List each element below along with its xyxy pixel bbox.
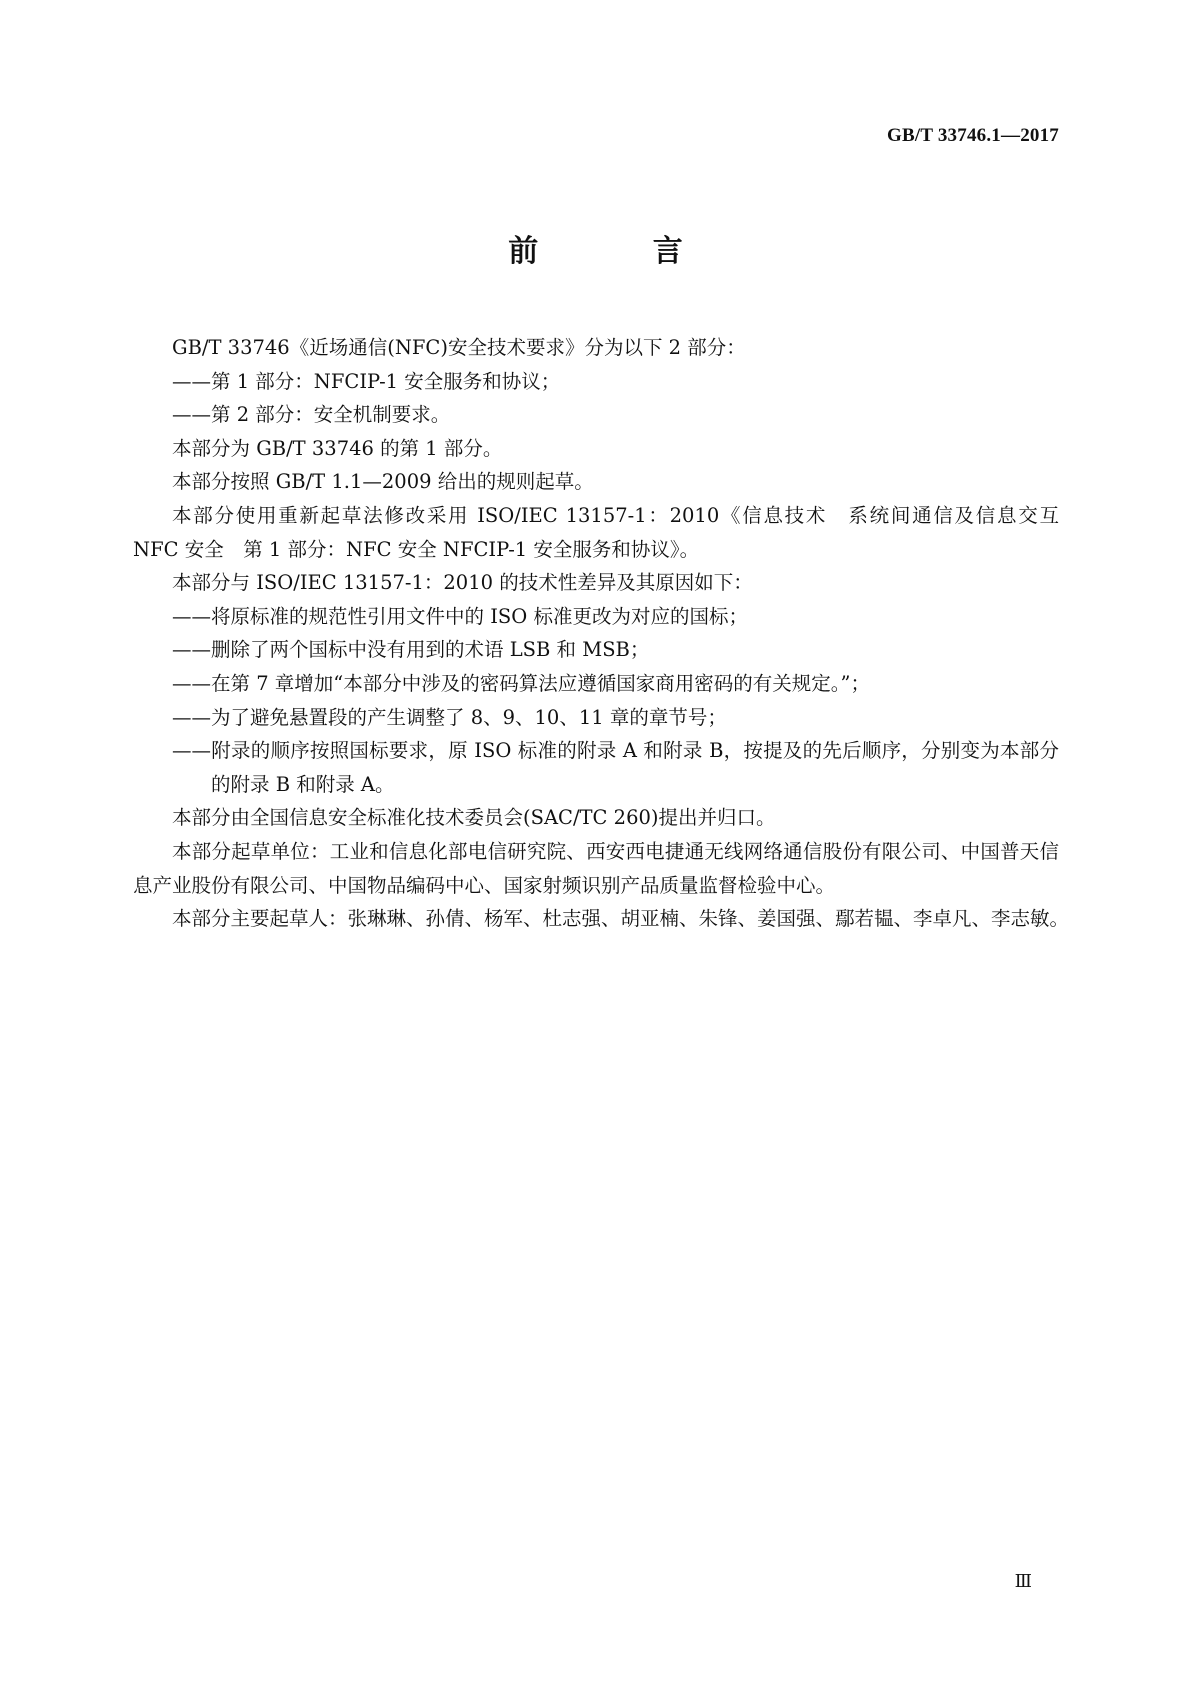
drafting-rules-paragraph: 本部分按照 GB/T 1.1—2009 给出的规则起草。 — [172, 470, 594, 494]
intro-paragraph: GB/T 33746《近场通信(NFC)安全技术要求》分为以下 2 部分： — [172, 336, 746, 359]
standard-code: GB/T 33746.1—2017 — [887, 125, 1059, 146]
part-statement-paragraph: 本部分为 GB/T 33746 的第 1 部分。 — [172, 436, 503, 460]
document-body — [133, 331, 1079, 936]
difference-item-1: ——将原标准的规范性引用文件中的 ISO 标准更改为对应的国标； — [172, 604, 748, 628]
difference-item-3: ——在第 7 章增加“本部分中涉及的密码算法应遵循国家商用密码的有关规定。”； — [172, 671, 870, 695]
proposer-paragraph: 本部分由全国信息安全标准化技术委员会(SAC/TC 260)提出并归口。 — [172, 806, 776, 830]
drafting-units-paragraph: 本部分起草单位：工业和信息化部电信研究院、西安西电捷通无线网络通信股份有限公司、中国普天信息产业股份有限公司、中国物品编码中心、国家射频识别产品质量监督检验中心。 — [133, 839, 1059, 897]
difference-item-5: ——附录的顺序按照国标要求，原 ISO 标准的附录 A 和附录 B，按提及的先后顺序，分别变为本部分的附录 B 和附录 A。 — [172, 739, 1059, 796]
part-list-item-2: ——第 2 部分：安全机制要求。 — [172, 403, 451, 427]
difference-item-2: ——删除了两个国标中没有用到的术语 LSB 和 MSB； — [172, 638, 650, 662]
page-title: 前 言 — [508, 234, 735, 269]
drafters-paragraph: 本部分主要起草人：张琳琳、孙倩、杨军、杜志强、胡亚楠、朱锋、姜国强、鄢若韫、李卓凡、李志敏。 — [172, 907, 1070, 931]
page-number: Ⅲ — [1014, 1571, 1032, 1591]
adoption-paragraph: 本部分使用重新起草法修改采用 ISO/IEC 13157-1：2010《信息技术 系统间通信及信息交互 NFC 安全 第 1 部分：NFC 安全 NFCIP-1 安全服务和协议》。 — [133, 503, 1079, 561]
differences-paragraph: 本部分与 ISO/IEC 13157-1：2010 的技术性差异及其原因如下： — [172, 571, 753, 595]
difference-item-4: ——为了避免悬置段的产生调整了 8、9、10、11 章的章节号； — [172, 705, 727, 729]
part-list-item-1: ——第 1 部分：NFCIP-1 安全服务和协议； — [172, 369, 561, 393]
